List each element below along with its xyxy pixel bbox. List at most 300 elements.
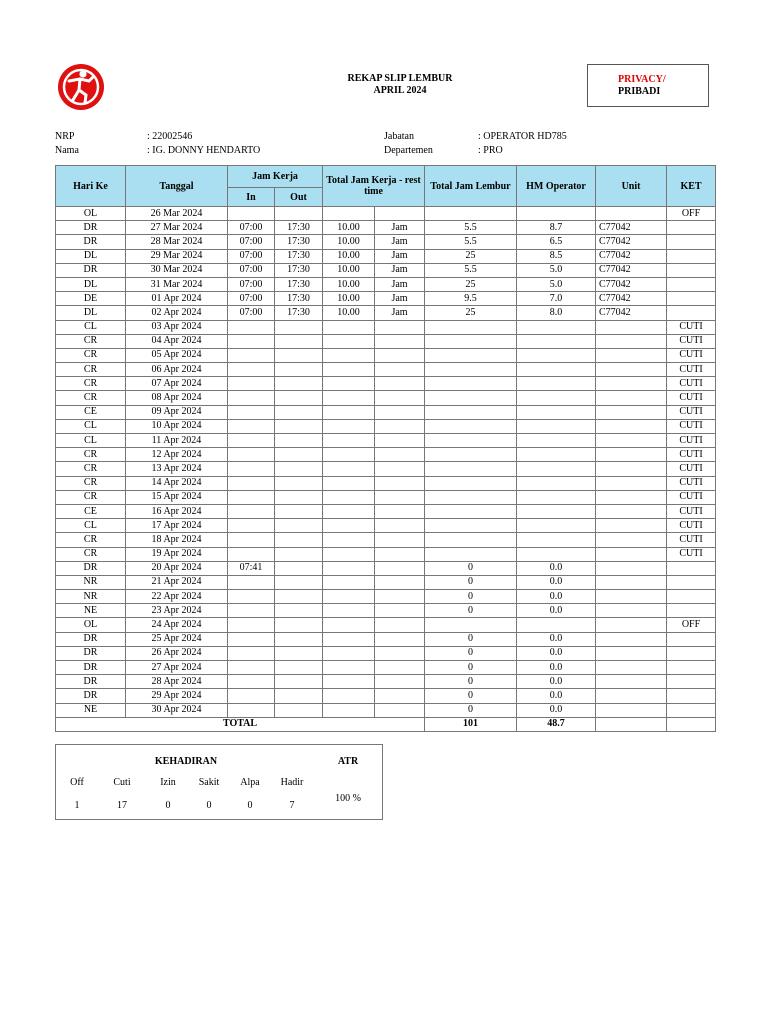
cell-total-jam-kerja <box>323 561 375 575</box>
cell-total-jam-lembur <box>425 405 517 419</box>
cell-jam-unit <box>375 476 425 490</box>
cell-hari-ke: CR <box>56 348 126 362</box>
cell-tanggal: 26 Apr 2024 <box>126 646 228 660</box>
cell-ket <box>667 575 716 589</box>
header-hm-operator: HM Operator <box>517 166 596 207</box>
table-row <box>56 334 716 348</box>
table-row <box>56 249 716 263</box>
cell-unit <box>596 632 667 646</box>
cell-total-jam-kerja <box>323 575 375 589</box>
cell-total-jam-lembur <box>425 519 517 533</box>
table-row <box>56 277 716 291</box>
header-hari-ke: Hari Ke <box>56 166 126 207</box>
table-row <box>56 661 716 675</box>
cell-total-jam-lembur <box>425 476 517 490</box>
cell-tanggal: 16 Apr 2024 <box>126 504 228 518</box>
cell-ket <box>667 604 716 618</box>
cell-ket <box>667 561 716 575</box>
cell-hari-ke: OL <box>56 618 126 632</box>
cell-tanggal: 19 Apr 2024 <box>126 547 228 561</box>
cell-jam-unit <box>375 504 425 518</box>
cell-jam-out <box>275 490 323 504</box>
cell-total-jam-kerja <box>323 419 375 433</box>
cell-total-jam-kerja <box>323 618 375 632</box>
cell-hm-operator: 0.0 <box>517 703 596 717</box>
cell-hari-ke: CR <box>56 547 126 561</box>
table-row <box>56 476 716 490</box>
cell-unit <box>596 405 667 419</box>
cell-total-jam-lembur <box>425 363 517 377</box>
cell-jam-in: 07:00 <box>228 277 275 291</box>
cell-tanggal: 27 Mar 2024 <box>126 221 228 235</box>
cell-total-jam-lembur <box>425 533 517 547</box>
cell-ket: CUTI <box>667 462 716 476</box>
cell-unit: C77042 <box>596 249 667 263</box>
cell-unit <box>596 703 667 717</box>
cell-jam-in <box>228 207 275 221</box>
cell-jam-out <box>275 462 323 476</box>
cell-unit: C77042 <box>596 292 667 306</box>
cell-jam-out <box>275 334 323 348</box>
cell-ket: CUTI <box>667 363 716 377</box>
nrp-label: NRP <box>55 131 75 142</box>
info-labels-left <box>55 130 79 158</box>
report-title <box>300 73 500 97</box>
cell-jam-in <box>228 533 275 547</box>
cell-jam-out <box>275 363 323 377</box>
total-hm: 48.7 <box>517 717 596 731</box>
table-row <box>56 320 716 334</box>
cell-hm-operator <box>517 519 596 533</box>
cell-jam-in <box>228 462 275 476</box>
cell-jam-out <box>275 646 323 660</box>
cell-hm-operator <box>517 504 596 518</box>
table-row <box>56 689 716 703</box>
cell-jam-out <box>275 675 323 689</box>
cell-jam-out <box>275 661 323 675</box>
cell-jam-out <box>275 590 323 604</box>
cell-hm-operator: 0.0 <box>517 675 596 689</box>
cell-ket <box>667 249 716 263</box>
cell-jam-out: 17:30 <box>275 306 323 320</box>
attendance-value: 0 <box>247 800 253 811</box>
cell-hm-operator <box>517 207 596 221</box>
cell-total-jam-kerja <box>323 646 375 660</box>
cell-jam-in <box>228 334 275 348</box>
cell-ket <box>667 292 716 306</box>
cell-jam-unit <box>375 448 425 462</box>
total-row <box>56 717 716 731</box>
cell-hari-ke: CE <box>56 504 126 518</box>
cell-jam-out <box>275 320 323 334</box>
privacy-label: PRIVACY/ <box>618 74 666 85</box>
attendance-label: Alpa <box>240 777 260 788</box>
info-labels-right <box>384 130 433 158</box>
cell-unit <box>596 689 667 703</box>
cell-jam-in <box>228 490 275 504</box>
nama-label: Nama <box>55 145 79 156</box>
cell-jam-unit <box>375 207 425 221</box>
cell-tanggal: 12 Apr 2024 <box>126 448 228 462</box>
cell-jam-in <box>228 689 275 703</box>
cell-ket <box>667 235 716 249</box>
cell-tanggal: 21 Apr 2024 <box>126 575 228 589</box>
cell-total-jam-kerja: 10.00 <box>323 306 375 320</box>
attendance-label: Off <box>70 777 84 788</box>
cell-tanggal: 10 Apr 2024 <box>126 419 228 433</box>
cell-tanggal: 22 Apr 2024 <box>126 590 228 604</box>
cell-ket: CUTI <box>667 434 716 448</box>
jabatan-label: Jabatan <box>384 131 414 142</box>
cell-jam-out <box>275 632 323 646</box>
table-row <box>56 292 716 306</box>
attendance-label: Hadir <box>280 777 304 788</box>
cell-unit: C77042 <box>596 221 667 235</box>
cell-ket: CUTI <box>667 547 716 561</box>
cell-tanggal: 15 Apr 2024 <box>126 490 228 504</box>
cell-jam-in: 07:00 <box>228 263 275 277</box>
table-row <box>56 391 716 405</box>
table-row <box>56 448 716 462</box>
cell-total-jam-lembur <box>425 462 517 476</box>
cell-ket: CUTI <box>667 334 716 348</box>
cell-tanggal: 04 Apr 2024 <box>126 334 228 348</box>
cell-tanggal: 29 Apr 2024 <box>126 689 228 703</box>
cell-jam-unit: Jam <box>375 221 425 235</box>
total-ket-empty <box>667 717 716 731</box>
table-row <box>56 263 716 277</box>
table-row <box>56 419 716 433</box>
cell-total-jam-kerja <box>323 462 375 476</box>
cell-total-jam-lembur: 0 <box>425 575 517 589</box>
cell-jam-in <box>228 320 275 334</box>
cell-total-jam-lembur <box>425 320 517 334</box>
cell-jam-unit <box>375 348 425 362</box>
cell-unit <box>596 334 667 348</box>
pribadi-label: PRIBADI <box>618 86 661 97</box>
cell-ket <box>667 306 716 320</box>
cell-jam-out: 17:30 <box>275 235 323 249</box>
cell-total-jam-lembur: 0 <box>425 632 517 646</box>
cell-total-jam-lembur <box>425 377 517 391</box>
report-title-line1: REKAP SLIP LEMBUR <box>347 73 453 84</box>
cell-total-jam-kerja <box>323 334 375 348</box>
table-row <box>56 504 716 518</box>
cell-total-jam-lembur: 5.5 <box>425 263 517 277</box>
cell-ket: CUTI <box>667 476 716 490</box>
cell-total-jam-kerja <box>323 689 375 703</box>
cell-hm-operator <box>517 533 596 547</box>
cell-jam-out <box>275 448 323 462</box>
cell-unit <box>596 561 667 575</box>
cell-unit <box>596 504 667 518</box>
cell-ket: CUTI <box>667 490 716 504</box>
cell-jam-in <box>228 575 275 589</box>
cell-jam-in <box>228 519 275 533</box>
cell-total-jam-lembur: 9.5 <box>425 292 517 306</box>
cell-total-jam-kerja <box>323 604 375 618</box>
info-values-right <box>478 130 567 158</box>
cell-ket <box>667 632 716 646</box>
table-row <box>56 306 716 320</box>
cell-ket: CUTI <box>667 391 716 405</box>
cell-total-jam-kerja <box>323 703 375 717</box>
cell-total-jam-kerja <box>323 519 375 533</box>
cell-jam-out <box>275 533 323 547</box>
cell-hm-operator: 5.0 <box>517 277 596 291</box>
cell-jam-out <box>275 207 323 221</box>
cell-total-jam-kerja <box>323 533 375 547</box>
cell-tanggal: 20 Apr 2024 <box>126 561 228 575</box>
cell-unit <box>596 646 667 660</box>
cell-unit <box>596 476 667 490</box>
cell-total-jam-lembur: 0 <box>425 661 517 675</box>
cell-total-jam-kerja: 10.00 <box>323 221 375 235</box>
cell-hm-operator <box>517 391 596 405</box>
cell-jam-in: 07:00 <box>228 235 275 249</box>
cell-tanggal: 03 Apr 2024 <box>126 320 228 334</box>
cell-total-jam-lembur <box>425 504 517 518</box>
cell-hm-operator <box>517 618 596 632</box>
attendance-value: 1 <box>74 800 80 811</box>
cell-tanggal: 14 Apr 2024 <box>126 476 228 490</box>
header-total-jam-kerja: Total Jam Kerja - rest time <box>323 166 425 207</box>
cell-jam-unit <box>375 391 425 405</box>
attendance-label: Sakit <box>198 777 220 788</box>
cell-hari-ke: CR <box>56 490 126 504</box>
cell-jam-in <box>228 419 275 433</box>
cell-hm-operator: 0.0 <box>517 632 596 646</box>
report-title-line2: APRIL 2024 <box>373 85 427 96</box>
cell-jam-unit <box>375 590 425 604</box>
cell-tanggal: 26 Mar 2024 <box>126 207 228 221</box>
cell-ket <box>667 277 716 291</box>
table-row <box>56 490 716 504</box>
cell-unit <box>596 320 667 334</box>
cell-jam-unit: Jam <box>375 235 425 249</box>
cell-jam-unit <box>375 661 425 675</box>
cell-hm-operator: 6.5 <box>517 235 596 249</box>
cell-total-jam-lembur <box>425 448 517 462</box>
cell-hari-ke: DR <box>56 235 126 249</box>
cell-unit <box>596 462 667 476</box>
attendance-value: 17 <box>117 800 127 811</box>
cell-total-jam-kerja: 10.00 <box>323 277 375 291</box>
attendance-value: 7 <box>289 800 295 811</box>
cell-total-jam-lembur: 0 <box>425 604 517 618</box>
cell-total-jam-lembur: 25 <box>425 306 517 320</box>
cell-jam-out <box>275 604 323 618</box>
cell-tanggal: 05 Apr 2024 <box>126 348 228 362</box>
cell-jam-out: 17:30 <box>275 249 323 263</box>
company-logo-icon <box>56 62 106 112</box>
cell-jam-unit <box>375 646 425 660</box>
cell-jam-in <box>228 604 275 618</box>
cell-ket <box>667 661 716 675</box>
cell-jam-unit <box>375 334 425 348</box>
cell-total-jam-kerja <box>323 363 375 377</box>
cell-total-jam-kerja <box>323 547 375 561</box>
cell-jam-out: 17:30 <box>275 292 323 306</box>
cell-hm-operator: 0.0 <box>517 590 596 604</box>
attendance-label: Cuti <box>113 777 131 788</box>
cell-total-jam-lembur <box>425 618 517 632</box>
cell-unit <box>596 604 667 618</box>
cell-hari-ke: CR <box>56 363 126 377</box>
cell-total-jam-kerja <box>323 207 375 221</box>
cell-tanggal: 07 Apr 2024 <box>126 377 228 391</box>
cell-hm-operator: 7.0 <box>517 292 596 306</box>
cell-total-jam-lembur <box>425 391 517 405</box>
cell-jam-unit <box>375 632 425 646</box>
cell-jam-unit <box>375 703 425 717</box>
cell-jam-in <box>228 646 275 660</box>
cell-jam-in: 07:00 <box>228 306 275 320</box>
cell-ket: CUTI <box>667 320 716 334</box>
kehadiran-title: KEHADIRAN <box>154 756 218 767</box>
cell-total-jam-lembur: 0 <box>425 590 517 604</box>
table-row <box>56 675 716 689</box>
cell-jam-out <box>275 618 323 632</box>
cell-hari-ke: CR <box>56 377 126 391</box>
cell-hari-ke: DL <box>56 306 126 320</box>
cell-tanggal: 06 Apr 2024 <box>126 363 228 377</box>
cell-tanggal: 24 Apr 2024 <box>126 618 228 632</box>
cell-total-jam-kerja <box>323 490 375 504</box>
cell-hm-operator <box>517 334 596 348</box>
privacy-box <box>587 64 709 107</box>
cell-tanggal: 30 Mar 2024 <box>126 263 228 277</box>
cell-jam-unit <box>375 462 425 476</box>
table-row <box>56 377 716 391</box>
cell-ket: CUTI <box>667 533 716 547</box>
cell-total-jam-kerja <box>323 632 375 646</box>
header-out: Out <box>275 188 323 207</box>
cell-jam-out <box>275 476 323 490</box>
cell-tanggal: 30 Apr 2024 <box>126 703 228 717</box>
cell-ket: CUTI <box>667 348 716 362</box>
cell-total-jam-lembur: 0 <box>425 689 517 703</box>
cell-jam-in <box>228 391 275 405</box>
cell-jam-in <box>228 590 275 604</box>
cell-jam-unit <box>375 377 425 391</box>
table-row <box>56 547 716 561</box>
cell-total-jam-lembur: 0 <box>425 675 517 689</box>
cell-total-jam-lembur: 5.5 <box>425 221 517 235</box>
cell-jam-in <box>228 476 275 490</box>
cell-hm-operator: 8.0 <box>517 306 596 320</box>
table-row <box>56 207 716 221</box>
cell-hari-ke: NE <box>56 703 126 717</box>
cell-hari-ke: DR <box>56 561 126 575</box>
cell-jam-unit <box>375 689 425 703</box>
cell-jam-unit: Jam <box>375 263 425 277</box>
cell-ket: CUTI <box>667 377 716 391</box>
cell-tanggal: 01 Apr 2024 <box>126 292 228 306</box>
cell-hari-ke: DR <box>56 221 126 235</box>
header-jam-kerja: Jam Kerja <box>228 166 323 188</box>
cell-hari-ke: CR <box>56 533 126 547</box>
cell-total-jam-kerja <box>323 661 375 675</box>
cell-jam-out <box>275 575 323 589</box>
cell-total-jam-lembur <box>425 490 517 504</box>
cell-total-jam-lembur <box>425 334 517 348</box>
table-row <box>56 646 716 660</box>
cell-total-jam-kerja <box>323 504 375 518</box>
cell-total-jam-kerja: 10.00 <box>323 292 375 306</box>
table-row <box>56 618 716 632</box>
cell-hari-ke: NE <box>56 604 126 618</box>
cell-jam-unit: Jam <box>375 249 425 263</box>
nama-value: : IG. DONNY HENDARTO <box>147 145 261 156</box>
cell-hari-ke: CR <box>56 462 126 476</box>
departemen-value: : PRO <box>478 145 503 156</box>
attendance-value: 0 <box>165 800 171 811</box>
cell-total-jam-lembur <box>425 434 517 448</box>
table-row <box>56 632 716 646</box>
cell-hm-operator <box>517 448 596 462</box>
cell-hm-operator <box>517 363 596 377</box>
cell-hm-operator <box>517 405 596 419</box>
cell-hari-ke: CL <box>56 519 126 533</box>
cell-total-jam-kerja <box>323 448 375 462</box>
cell-total-jam-kerja <box>323 377 375 391</box>
cell-hari-ke: NR <box>56 590 126 604</box>
total-lembur: 101 <box>425 717 517 731</box>
overtime-table <box>55 165 716 732</box>
cell-unit <box>596 575 667 589</box>
total-label: TOTAL <box>56 717 425 731</box>
attendance-label: Izin <box>160 777 176 788</box>
cell-total-jam-kerja: 10.00 <box>323 263 375 277</box>
cell-tanggal: 27 Apr 2024 <box>126 661 228 675</box>
cell-hm-operator <box>517 419 596 433</box>
table-row <box>56 533 716 547</box>
cell-unit <box>596 490 667 504</box>
table-row <box>56 561 716 575</box>
cell-jam-unit <box>375 675 425 689</box>
cell-hari-ke: DL <box>56 277 126 291</box>
cell-unit <box>596 419 667 433</box>
cell-jam-out <box>275 419 323 433</box>
cell-hm-operator <box>517 547 596 561</box>
info-values-left <box>147 130 260 158</box>
cell-tanggal: 11 Apr 2024 <box>126 434 228 448</box>
cell-jam-in: 07:00 <box>228 292 275 306</box>
cell-unit <box>596 547 667 561</box>
total-unit-empty <box>596 717 667 731</box>
cell-jam-out <box>275 391 323 405</box>
cell-tanggal: 29 Mar 2024 <box>126 249 228 263</box>
cell-total-jam-kerja <box>323 320 375 334</box>
table-body <box>56 207 716 718</box>
cell-tanggal: 09 Apr 2024 <box>126 405 228 419</box>
cell-tanggal: 28 Mar 2024 <box>126 235 228 249</box>
cell-jam-in <box>228 632 275 646</box>
cell-hm-operator <box>517 476 596 490</box>
cell-hm-operator <box>517 377 596 391</box>
cell-jam-in <box>228 348 275 362</box>
cell-total-jam-lembur: 25 <box>425 249 517 263</box>
cell-jam-unit <box>375 604 425 618</box>
cell-total-jam-lembur <box>425 547 517 561</box>
attendance-value: 0 <box>206 800 212 811</box>
cell-jam-out: 17:30 <box>275 263 323 277</box>
atr-value: 100 % <box>335 793 361 804</box>
cell-jam-out <box>275 504 323 518</box>
cell-total-jam-kerja: 10.00 <box>323 249 375 263</box>
cell-jam-unit: Jam <box>375 306 425 320</box>
